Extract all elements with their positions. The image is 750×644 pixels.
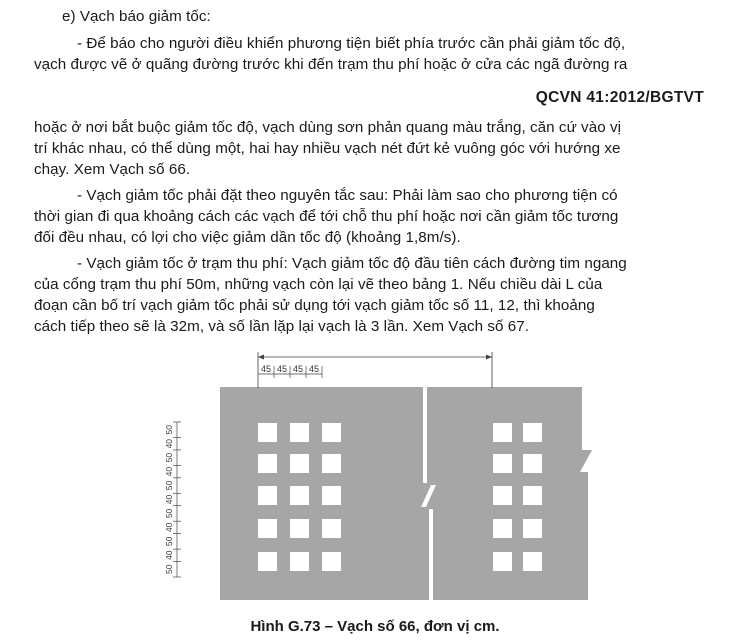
marking-square <box>258 519 277 538</box>
side-dimension <box>164 422 181 577</box>
paragraph-line: của cổng trạm thu phí 50m, những vạch còn lại vẽ theo bảng 1. Nếu chiều dài L của <box>34 276 603 293</box>
marking-square <box>290 454 309 473</box>
side-dimension-label: 40 <box>164 466 174 477</box>
paragraph-line: thời gian đi qua khoảng cách các vạch để tới chỗ thu phí hoặc nơi cần giảm tốc tương <box>34 208 619 225</box>
side-dimension-label: 50 <box>164 480 174 491</box>
paragraph-line: hoặc ở nơi bắt buộc giảm tốc độ, vạch dùng sơn phản quang màu trắng, căn cứ vào vị <box>34 119 622 136</box>
marking-square <box>523 552 542 571</box>
marking-square <box>258 486 277 505</box>
side-dimension-label: 50 <box>164 564 174 574</box>
top-dimension-label: 45 <box>260 364 272 374</box>
marking-square <box>322 423 341 442</box>
marking-square <box>258 423 277 442</box>
paragraph-line: vạch được vẽ ở quãng đường trước khi đến trạm thu phí hoặc ở cửa các ngã đường ra <box>34 56 628 73</box>
paragraph-line: đoạn cần bố trí vạch giảm tốc phải sử dụng tới vạch giảm tốc số 11, 12, thì khoảng <box>34 297 595 314</box>
marking-square <box>290 519 309 538</box>
side-dimension-label: 50 <box>164 508 174 519</box>
marking-square <box>523 519 542 538</box>
paragraph-line: - Vạch giảm tốc ở trạm thu phí: Vạch giảm tốc độ đầu tiên cách đường tim ngang <box>77 255 627 272</box>
top-dimension <box>258 352 492 388</box>
marking-square <box>258 454 277 473</box>
paragraph-line: - Vạch giảm tốc phải đặt theo nguyên tắc sau: Phải làm sao cho phương tiện có <box>77 187 618 204</box>
top-dimension-label: 45 <box>276 364 288 374</box>
side-dimension-label: 40 <box>164 522 174 533</box>
side-dimension-label: 40 <box>164 550 174 561</box>
side-dimension-label: 50 <box>164 452 174 463</box>
marking-square <box>493 486 512 505</box>
section-title: e) Vạch báo giảm tốc: <box>62 8 211 25</box>
marking-square <box>523 486 542 505</box>
side-dimension-label: 50 <box>164 425 174 435</box>
marking-square <box>523 423 542 442</box>
marking-square <box>322 454 341 473</box>
marking-square <box>322 519 341 538</box>
side-dimension-label: 40 <box>164 494 174 505</box>
figure-caption: Hình G.73 – Vạch số 66, đơn vị cm. <box>250 618 500 635</box>
marking-square <box>523 454 542 473</box>
marking-square <box>290 552 309 571</box>
marking-square <box>493 423 512 442</box>
paragraph-line: đối đều nhau, có lợi cho việc giảm dần tốc độ (khoảng 1,8m/s). <box>34 229 461 246</box>
paragraph-line: - Để báo cho người điều khiển phương tiện biết phía trước cần phải giảm tốc độ, <box>77 35 626 52</box>
paragraph-line: cách tiếp theo sẽ là 32m, và số lần lặp lại vạch là 3 lần. Xem Vạch số 67. <box>34 318 530 335</box>
paragraph-line: trí khác nhau, có thể dùng một, hai hay nhiều vạch nét đứt kẻ vuông góc với hướng xe <box>34 140 621 157</box>
side-dimension-label: 40 <box>164 438 174 449</box>
side-dimension-label: 50 <box>164 536 174 547</box>
marking-square <box>493 454 512 473</box>
marking-square <box>258 552 277 571</box>
marking-square <box>290 486 309 505</box>
page-header-code: QCVN 41:2012/BGTVT <box>535 89 704 106</box>
top-dimension-label: 45 <box>308 364 320 374</box>
marking-square <box>322 552 341 571</box>
marking-square <box>322 486 341 505</box>
marking-square <box>290 423 309 442</box>
top-dimension-label: 45 <box>292 364 304 374</box>
marking-square <box>493 519 512 538</box>
paragraph-line: chạy. Xem Vạch số 66. <box>34 161 191 178</box>
marking-square <box>493 552 512 571</box>
